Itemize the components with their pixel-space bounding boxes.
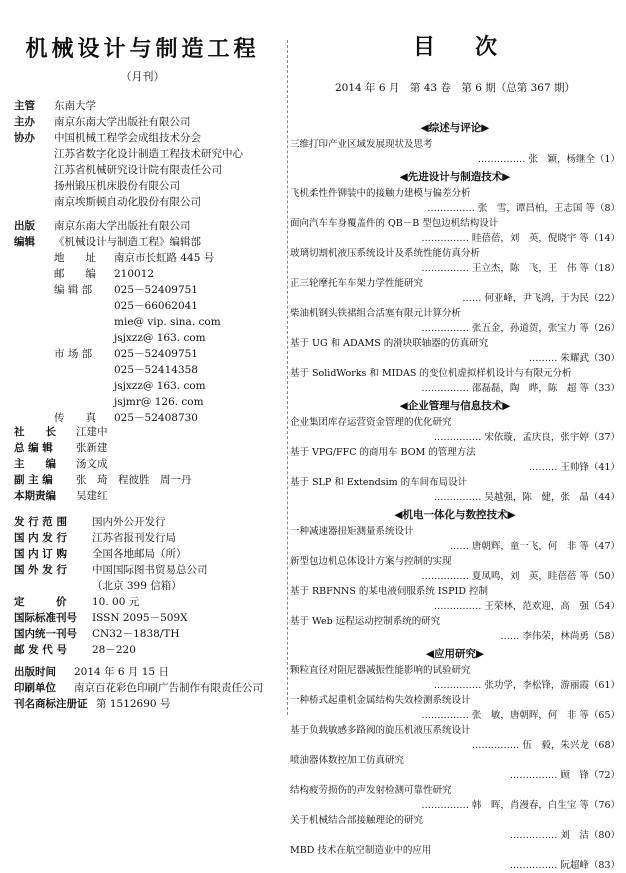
editorial-dept-email: mie@ vip. sina. com [114, 316, 221, 328]
masthead-value: 东南大学 [54, 100, 96, 112]
toc-section-heading: ◀先进设计与制造技术▶ [399, 171, 511, 183]
toc-article-title[interactable]: 喷油器体数控加工仿真研究 [290, 755, 405, 766]
market-dept-label: 市 场 部 [54, 348, 93, 360]
staff-label: 副 主 编 [14, 474, 53, 486]
editorial-dept-label: 编 辑 部 [54, 284, 93, 296]
toc-article-authors: …… 何亚峰，尹飞鸿，于为民（22） [462, 293, 620, 304]
toc-article-authors: …………… 阮超峰（83） [509, 860, 620, 871]
toc-article-authors: …………… 张 敏，唐朝晖，何 非 等（65） [421, 710, 620, 721]
toc-article-title[interactable]: 关于机械结合部接触理论的研究 [290, 815, 424, 826]
publisher-value: 南京东南大学出版社有限公司 [54, 220, 191, 232]
toc-article-authors: …………… 张功学，李松锋，游丽霞（61） [433, 680, 620, 691]
distribution-label: 国际标准刊号 [14, 612, 77, 624]
toc-article-title[interactable]: 基于 Web 远程运动控制系统的研究 [290, 616, 441, 627]
toc-list [290, 118, 620, 873]
masthead-value: 扬州锻压机床股份有限公司 [54, 180, 180, 192]
masthead-value: 中国机械工程学会成组技术分会 [54, 132, 201, 144]
masthead-label: 主管 [14, 100, 35, 112]
market-dept-email: jsjxzz@ 163. com [114, 380, 206, 392]
toc-article-authors: …………… 顾 锋（72） [509, 770, 620, 781]
staff-label: 主 编 [14, 458, 56, 470]
staff-value: 张新建 [76, 442, 108, 454]
toc-article-authors: …………… 眭蓓蓓，刘 英，倪晓宇 等（14） [421, 233, 620, 244]
toc-article-authors: …………… 韩 晖，肖漫春，白生宝 等（76） [421, 800, 620, 811]
distribution-value: 10. 00 元 [92, 596, 140, 608]
journal-info-column [0, 0, 285, 725]
toc-article-title[interactable]: 三维打印产业区域发展现状及思考 [290, 139, 433, 150]
distribution-value: 江苏省报刊发行局 [92, 532, 176, 544]
toc-article-authors: ……… 朱耀武（30） [528, 353, 620, 364]
masthead-value: 南京埃斯顿自动化股份有限公司 [54, 196, 201, 208]
market-dept-phone: 025－52409751 [114, 348, 198, 360]
journal-frequency: （月刊） [120, 70, 165, 83]
toc-article-authors: …………… 邵磊磊，陶 晔，陈 超 等（33） [421, 383, 620, 394]
toc-article-authors: …………… 张五金，孙道贺，张宝力 等（26） [421, 323, 620, 334]
toc-article-authors: …… 李伟荣，林尚勇（58） [500, 631, 620, 642]
toc-article-title[interactable]: 基于 VPG/FFC 的商用车 BOM 的管理方法 [290, 447, 476, 458]
toc-article-title[interactable]: MBD 技术在航空制造业中的应用 [290, 845, 432, 856]
distribution-label: 国内统一刊号 [14, 628, 77, 640]
distribution-label: 邮 发 代 号 [14, 644, 67, 656]
toc-article-authors: …………… 吴越强，陈 健，张 晶（44） [433, 492, 620, 503]
toc-article-authors: …………… 伍 毅，朱兴龙（68） [471, 740, 620, 751]
toc-section-heading: ◀企业管理与信息技术▶ [399, 400, 511, 412]
market-dept-phone: 025－52414358 [114, 364, 198, 376]
distribution-label: 发 行 范 围 [14, 516, 67, 528]
staff-block [14, 424, 192, 504]
toc-section-heading: ◀机电一体化与数控技术▶ [394, 509, 516, 521]
toc-article-title[interactable]: 基于负载敏感多路阀的旋压机液压系统设计 [290, 725, 471, 736]
print-label: 刊名商标注册证 [14, 698, 88, 710]
toc-article-title[interactable]: 柴油机钢头铁裙组合活塞有限元计算分析 [290, 308, 462, 319]
address-value: 南京市长虹路 445 号 [114, 252, 215, 264]
masthead-block [14, 98, 243, 210]
staff-label: 本期责编 [14, 490, 56, 502]
toc-article-authors: …………… 王立杰，陈 飞，王 伟 等（18） [421, 263, 620, 274]
editorial-dept-email: jsjxzz@ 163. com [114, 332, 206, 344]
distribution-label: 国 外 发 行 [14, 564, 67, 576]
staff-label: 社 长 [14, 426, 56, 438]
toc-article-title[interactable]: 基于 RBFNNS 的某电液伺服系统 ISPID 控制 [290, 586, 488, 597]
fax-value: 025－52408730 [114, 412, 198, 424]
toc-article-title[interactable]: 新型包边机总体设计方案与控制的实现 [290, 556, 452, 567]
distribution-label: 国 内 发 行 [14, 532, 67, 544]
toc-article-title[interactable]: 飞机柔性件铆装中的接触力建模与偏差分析 [290, 188, 471, 199]
toc-article-title[interactable]: 基于 SLP 和 Extendsim 的车间布局设计 [290, 477, 468, 488]
editorial-dept-phone: 025－66062041 [114, 300, 198, 312]
print-value: 南京百花彩色印刷广告制作有限责任公司 [74, 682, 263, 694]
staff-value: 张 琦 程彼胜 周一丹 [76, 474, 192, 486]
toc-article-authors: …………… 刘 洁（80） [509, 830, 620, 841]
print-block [14, 664, 263, 712]
masthead-value: 南京东南大学出版社有限公司 [54, 116, 191, 128]
toc-article-title[interactable]: 玻璃切割机液压系统设计及系统性能仿真分析 [290, 248, 481, 259]
distribution-value: CN32－1838/TH [92, 628, 180, 640]
toc-article-authors: …………… 夏凤鸣，刘 英，眭蓓蓓 等（50） [421, 571, 620, 582]
postcode-label: 邮 编 [54, 268, 96, 280]
distribution-label: 国 内 订 购 [14, 548, 67, 560]
distribution-value: （北京 399 信箱） [92, 580, 182, 592]
toc-article-title[interactable]: 基于 SolidWorks 和 MIDAS 的变位机虚拟样机设计与有限元分析 [290, 368, 572, 379]
toc-article-title[interactable]: 结构疲劳损伤的声发射检测可靠性研究 [290, 785, 452, 796]
masthead-value: 江苏省机械研究设计院有限责任公司 [54, 164, 222, 176]
issue-info: 2014 年 6 月 第 43 卷 第 6 期（总第 367 期） [334, 82, 576, 94]
staff-value: 江建中 [76, 426, 108, 438]
toc-article-title[interactable]: 企业集团库存运营资金管理的优化研究 [290, 417, 452, 428]
market-dept-email: jsjmr@ 126. com [114, 396, 204, 408]
journal-title: 机械设计与制造工程 [25, 37, 260, 62]
print-value: 第 1512690 号 [96, 698, 171, 710]
address-label: 地 址 [54, 252, 96, 264]
toc-article-authors: …………… 宋依璇，孟庆良，张宇婷（37） [433, 432, 620, 443]
editor-value: 《机械设计与制造工程》编辑部 [54, 236, 201, 248]
toc-article-authors: …… 唐朝辉，童一飞，何 非 等（47） [449, 541, 620, 552]
toc-article-title[interactable]: 颗粒直径对阻尼器减振性能影响的试验研究 [290, 665, 471, 676]
toc-article-authors: …………… 王荣林，范欢迎，高 强（54） [433, 601, 620, 612]
staff-value: 吴建红 [76, 490, 108, 502]
toc-article-title[interactable]: 基于 UG 和 ADAMS 的滑块联轴器的仿真研究 [290, 338, 489, 349]
staff-value: 汤文成 [76, 458, 108, 470]
publisher-label: 出版 [14, 220, 35, 232]
masthead-label: 主办 [14, 116, 35, 128]
editor-label: 编辑 [14, 236, 35, 248]
toc-article-title[interactable]: 正三轮摩托车车架力学性能研究 [290, 278, 424, 289]
toc-section-heading: ◀应用研究▶ [425, 648, 485, 660]
toc-section-heading: ◀综述与评论▶ [420, 122, 490, 134]
fax-label: 传 真 [54, 412, 96, 424]
distribution-value: 国内外公开发行 [92, 516, 166, 528]
print-label: 出版时间 [14, 666, 56, 678]
distribution-value: 28－220 [92, 644, 136, 656]
column-divider [287, 40, 288, 715]
toc-article-authors: …………… 张 雪，谭昌柏，王志国 等（8） [427, 203, 620, 214]
toc-article-authors: ……… 王帅锋（41） [528, 462, 620, 473]
toc-article-authors: …………… 张 颖，杨继全（1） [477, 154, 620, 165]
distribution-value: 全国各地邮局（所） [92, 548, 187, 560]
toc-article-title[interactable]: 一种减速器扭矩测量系统设计 [290, 526, 414, 537]
distribution-block [14, 514, 208, 658]
toc-article-title[interactable]: 一种桥式起重机金属结构失效检测系统设计 [290, 695, 471, 706]
editorial-dept-phone: 025－52409751 [114, 284, 198, 296]
masthead-value: 江苏省数字化设计制造工程技术研究中心 [54, 148, 243, 160]
postcode-value: 210012 [114, 268, 155, 280]
toc-article-title[interactable]: 面向汽车车身覆盖件的 QB－B 型包边机结构设计 [290, 218, 499, 229]
distribution-label: 定 价 [14, 596, 67, 608]
publisher-block [14, 218, 221, 426]
masthead-label: 协办 [14, 132, 35, 144]
print-value: 2014 年 6 月 15 日 [74, 666, 169, 678]
toc-title: 目次 [412, 35, 537, 60]
print-label: 印刷单位 [14, 682, 56, 694]
table-of-contents-column [290, 0, 620, 871]
distribution-value: ISSN 2095－509X [92, 612, 188, 624]
distribution-value: 中国国际图书贸易总公司 [92, 564, 208, 576]
staff-label: 总 编 辑 [14, 442, 53, 454]
